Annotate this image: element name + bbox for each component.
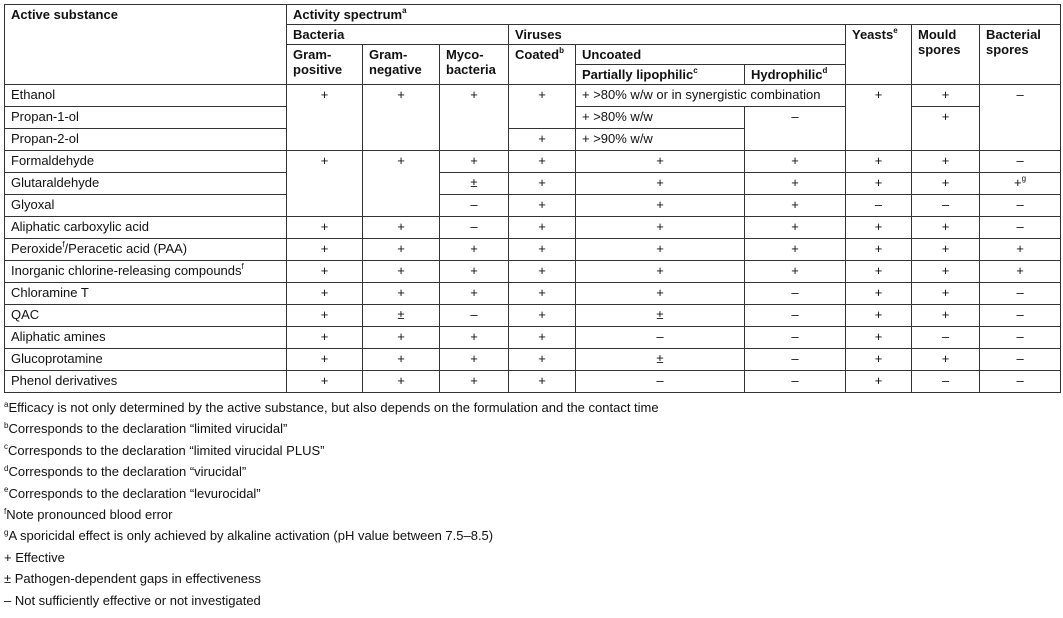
bacterial-spores-value: + xyxy=(980,239,1061,261)
table-row xyxy=(5,371,1061,393)
bacterial-spores-value: – xyxy=(980,217,1061,239)
gram-positive-value: + xyxy=(287,305,363,327)
table-row xyxy=(5,173,1061,195)
coated-value: + xyxy=(509,327,576,349)
footnote: $^g$A sporicidal effect is only achieved by alkaline activation (pH value between 7.5–8.5) xyxy=(4,528,494,544)
mould-spores-value: + xyxy=(912,217,980,239)
gram-positive-value: + xyxy=(287,371,363,393)
hydrophilic-value: + xyxy=(745,217,846,239)
partially-lipophilic-value: + >80% w/w xyxy=(576,107,745,129)
substance-name: Propan-2-ol xyxy=(5,129,287,151)
substance-name: Peroxide$^f$/Peracetic acid (PAA) xyxy=(5,239,287,261)
substance-name: Aliphatic amines xyxy=(5,327,287,349)
table-row xyxy=(5,151,1061,173)
footnote: $^d$Corresponds to the declaration “virucidal” xyxy=(4,463,247,480)
substance-name: Glutaraldehyde xyxy=(5,173,287,195)
partially-lipophilic-header: Partially lipophilic$^c$ xyxy=(576,65,745,85)
active-substance-header: Active substance xyxy=(5,5,287,85)
footnote: $^e$Corresponds to the declaration “levurocidal” xyxy=(4,485,261,501)
coated-header: Coated$^b$ xyxy=(509,45,576,85)
hydrophilic-value: – xyxy=(745,107,846,151)
mycobacteria-value: ± xyxy=(440,173,509,195)
gram-negative-value: ± xyxy=(363,305,440,327)
yeasts-value: + xyxy=(846,217,912,239)
hydrophilic-value: – xyxy=(745,283,846,305)
legend-pathogen-dependent: ± Pathogen-dependent gaps in effectiveness xyxy=(4,571,261,587)
table-row xyxy=(5,327,1061,349)
bacterial-spores-value: – xyxy=(980,151,1061,173)
hydrophilic-value: – xyxy=(745,371,846,393)
hydrophilic-value: + xyxy=(745,261,846,283)
partially-lipophilic-value: + xyxy=(576,261,745,283)
substance-name: Glucoprotamine xyxy=(5,349,287,371)
coated-value: + xyxy=(509,283,576,305)
uncoated-value: + >80% w/w or in synergistic combination xyxy=(576,85,846,107)
gram-negative-value: + xyxy=(363,327,440,349)
table-row xyxy=(5,217,1061,239)
partially-lipophilic-value: + >90% w/w xyxy=(576,129,745,151)
mycobacteria-value: + xyxy=(440,261,509,283)
partially-lipophilic-value: + xyxy=(576,173,745,195)
table-row xyxy=(5,85,1061,107)
substance-name: Aliphatic carboxylic acid xyxy=(5,217,287,239)
bacterial-spores-value: – xyxy=(980,371,1061,393)
gram-negative-value: + xyxy=(363,151,440,217)
bacterial-spores-value: – xyxy=(980,327,1061,349)
hydrophilic-value: – xyxy=(745,305,846,327)
hydrophilic-header: Hydrophilic$^d$ xyxy=(745,65,846,85)
partially-lipophilic-value: ± xyxy=(576,349,745,371)
mycobacteria-value: + xyxy=(440,239,509,261)
mould-spores-value: + xyxy=(912,107,980,151)
mould-spores-value: + xyxy=(912,349,980,371)
yeasts-value: + xyxy=(846,371,912,393)
coated-value: + xyxy=(509,349,576,371)
mould-spores-value: + xyxy=(912,283,980,305)
uncoated-header: Uncoated xyxy=(576,45,846,65)
mycobacteria-value: – xyxy=(440,195,509,217)
table-row xyxy=(5,283,1061,305)
coated-value: + xyxy=(509,261,576,283)
footnote: $^a$Efficacy is not only determined by the active substance, but also depends on the formulation and the contact time xyxy=(4,399,659,415)
mould-spores-value: + xyxy=(912,173,980,195)
partially-lipophilic-value: + xyxy=(576,151,745,173)
yeasts-value: + xyxy=(846,283,912,305)
gram-positive-value: + xyxy=(287,85,363,151)
gram-positive-header: Gram-positive xyxy=(287,45,363,85)
activity-spectrum-table xyxy=(4,4,1061,393)
table-row xyxy=(5,261,1061,283)
substance-name: Glyoxal xyxy=(5,195,287,217)
mould-spores-value: + xyxy=(912,261,980,283)
gram-negative-value: + xyxy=(363,261,440,283)
table-row xyxy=(5,349,1061,371)
bacteria-header: Bacteria xyxy=(287,25,509,45)
header-row-1 xyxy=(5,5,1061,25)
substance-name: Formaldehyde xyxy=(5,151,287,173)
gram-positive-value: + xyxy=(287,349,363,371)
disinfectant-activity-document xyxy=(4,4,1060,611)
coated-value: + xyxy=(509,173,576,195)
substance-name: Phenol derivatives xyxy=(5,371,287,393)
gram-positive-value: + xyxy=(287,151,363,217)
mycobacteria-value: + xyxy=(440,85,509,151)
mycobacteria-value: + xyxy=(440,371,509,393)
yeasts-value: – xyxy=(846,195,912,217)
hydrophilic-value: + xyxy=(745,151,846,173)
gram-negative-value: + xyxy=(363,217,440,239)
coated-value: + xyxy=(509,305,576,327)
yeasts-value: + xyxy=(846,173,912,195)
gram-negative-value: + xyxy=(363,283,440,305)
bacterial-spores-value: – xyxy=(980,305,1061,327)
substance-name: Chloramine T xyxy=(5,283,287,305)
partially-lipophilic-value: + xyxy=(576,195,745,217)
yeasts-value: + xyxy=(846,239,912,261)
substance-name: QAC xyxy=(5,305,287,327)
activity-spectrum-header: Activity spectrum$^a$ xyxy=(287,5,1061,25)
gram-negative-value: + xyxy=(363,239,440,261)
partially-lipophilic-value: – xyxy=(576,327,745,349)
hydrophilic-value: + xyxy=(745,173,846,195)
hydrophilic-value: + xyxy=(745,239,846,261)
mycobacteria-value: + xyxy=(440,151,509,173)
yeasts-value: + xyxy=(846,151,912,173)
gram-negative-value: + xyxy=(363,371,440,393)
gram-negative-header: Gram-negative xyxy=(363,45,440,85)
mould-spores-value: + xyxy=(912,85,980,107)
yeasts-value: + xyxy=(846,349,912,371)
coated-value: + xyxy=(509,85,576,129)
mould-spores-value: + xyxy=(912,239,980,261)
viruses-header: Viruses xyxy=(509,25,846,45)
mould-spores-header: Mould spores xyxy=(912,25,980,85)
gram-negative-value: + xyxy=(363,349,440,371)
table-row xyxy=(5,195,1061,217)
yeasts-value: + xyxy=(846,305,912,327)
footnotes xyxy=(4,397,1060,611)
partially-lipophilic-value: – xyxy=(576,371,745,393)
mycobacteria-value: + xyxy=(440,283,509,305)
yeasts-value: + xyxy=(846,85,912,151)
substance-name: Ethanol xyxy=(5,85,287,107)
gram-positive-value: + xyxy=(287,261,363,283)
footnote: $^f$Note pronounced blood error xyxy=(4,506,173,523)
mould-spores-value: + xyxy=(912,305,980,327)
bacterial-spores-value: +$^g$ xyxy=(980,173,1061,195)
substance-name: Propan-1-ol xyxy=(5,107,287,129)
gram-positive-value: + xyxy=(287,283,363,305)
gram-positive-value: + xyxy=(287,327,363,349)
coated-value: + xyxy=(509,239,576,261)
coated-value: + xyxy=(509,195,576,217)
partially-lipophilic-value: + xyxy=(576,283,745,305)
mould-spores-value: + xyxy=(912,151,980,173)
table-row xyxy=(5,239,1061,261)
mould-spores-value: – xyxy=(912,371,980,393)
legend-not-effective: – Not sufficiently effective or not investigated xyxy=(4,592,261,608)
yeasts-value: + xyxy=(846,327,912,349)
gram-positive-value: + xyxy=(287,239,363,261)
bacterial-spores-header: Bacterial spores xyxy=(980,25,1061,85)
gram-positive-value: + xyxy=(287,217,363,239)
partially-lipophilic-value: + xyxy=(576,239,745,261)
mycobacteria-value: + xyxy=(440,327,509,349)
gram-negative-value: + xyxy=(363,85,440,151)
mycobacteria-header: Myco-bacteria xyxy=(440,45,509,85)
yeasts-value: + xyxy=(846,261,912,283)
coated-value: + xyxy=(509,217,576,239)
bacterial-spores-value: + xyxy=(980,261,1061,283)
mould-spores-value: – xyxy=(912,327,980,349)
bacterial-spores-value: – xyxy=(980,85,1061,151)
bacterial-spores-value: – xyxy=(980,349,1061,371)
table-row xyxy=(5,305,1061,327)
mycobacteria-value: + xyxy=(440,349,509,371)
partially-lipophilic-value: ± xyxy=(576,305,745,327)
bacterial-spores-value: – xyxy=(980,195,1061,217)
coated-value: + xyxy=(509,151,576,173)
yeasts-header: Yeasts$^e$ xyxy=(846,25,912,85)
mycobacteria-value: – xyxy=(440,305,509,327)
hydrophilic-value: – xyxy=(745,327,846,349)
coated-value: + xyxy=(509,371,576,393)
hydrophilic-value: – xyxy=(745,349,846,371)
mycobacteria-value: – xyxy=(440,217,509,239)
legend-effective: + Effective xyxy=(4,549,65,565)
partially-lipophilic-value: + xyxy=(576,217,745,239)
mould-spores-value: – xyxy=(912,195,980,217)
footnote: $^c$Corresponds to the declaration “limited virucidal PLUS” xyxy=(4,442,325,458)
hydrophilic-value: + xyxy=(745,195,846,217)
footnote: $^b$Corresponds to the declaration “limited virucidal” xyxy=(4,421,288,437)
bacterial-spores-value: – xyxy=(980,283,1061,305)
substance-name: Inorganic chlorine-releasing compounds$^f$ xyxy=(5,261,287,283)
coated-value: + xyxy=(509,129,576,151)
